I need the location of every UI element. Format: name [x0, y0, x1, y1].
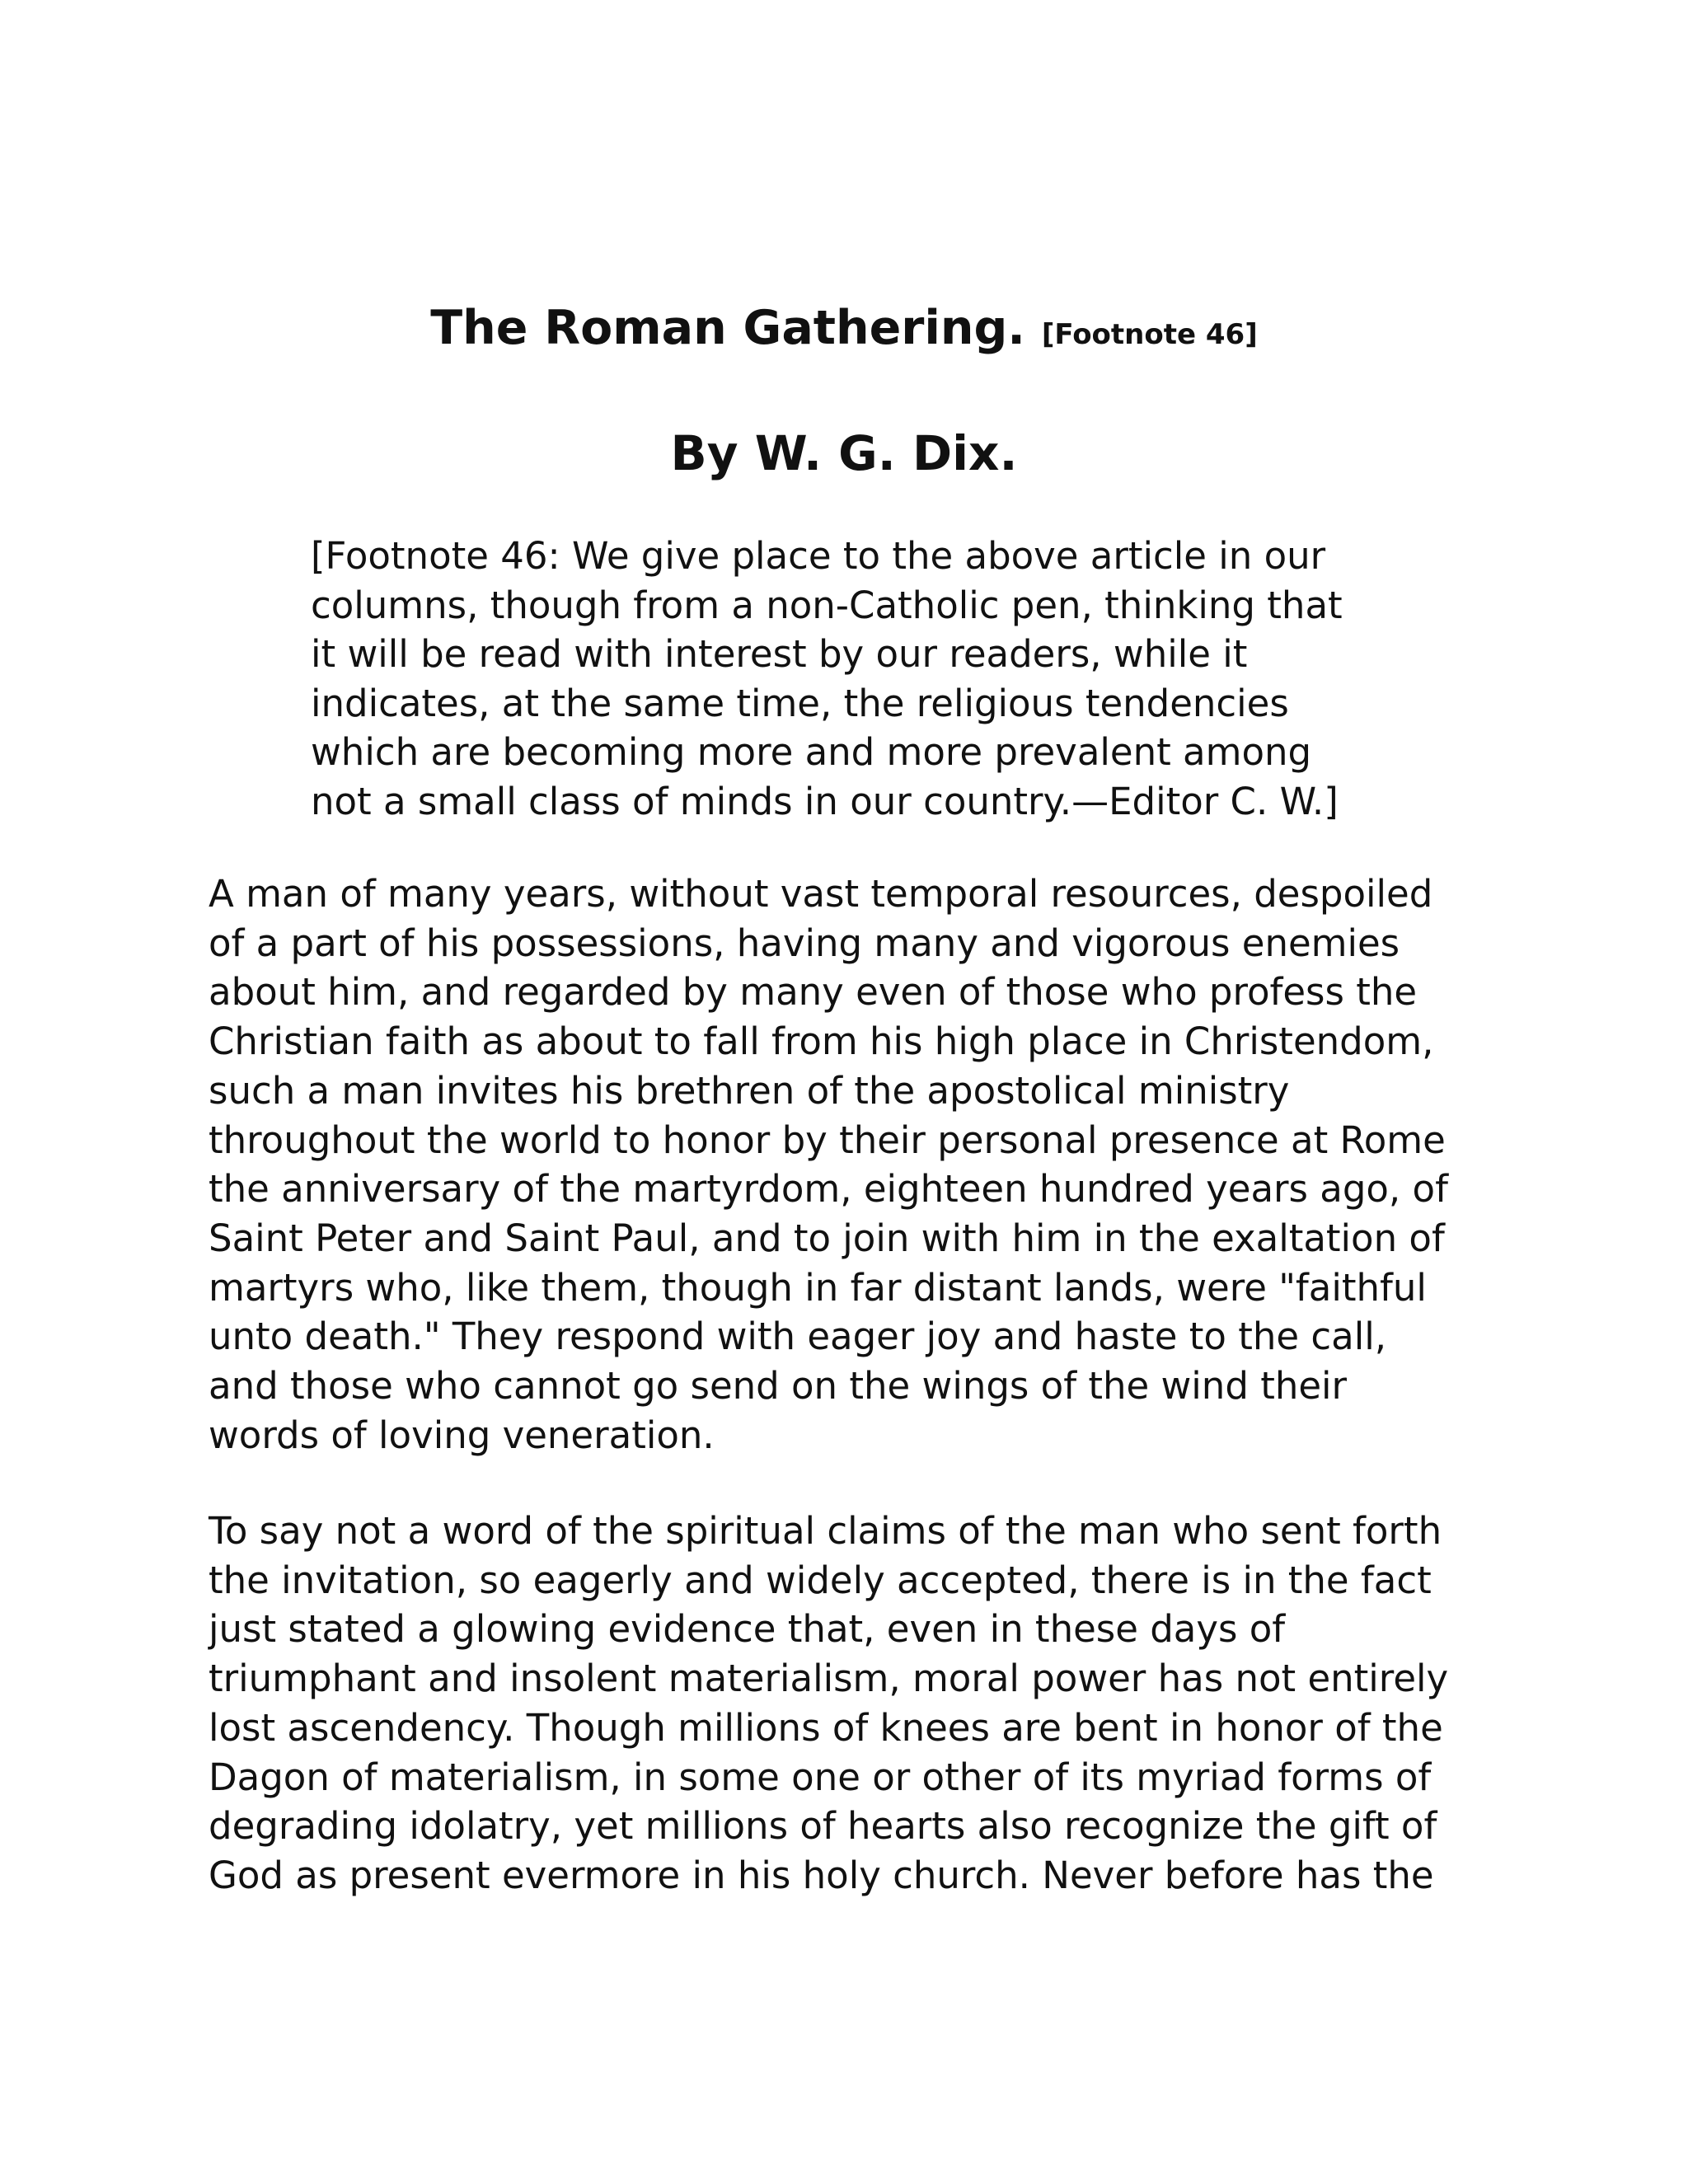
paragraph-line: Christian faith as about to fall from his high place in Christendom, — [209, 1019, 1434, 1064]
footnote-line: not a small class of minds in our country.—Editor C. W.] — [311, 779, 1339, 823]
footnote-line: indicates, at the same time, the religious tendencies — [311, 681, 1289, 725]
paragraph-line: of a part of his possessions, having many and vigorous enemies — [209, 921, 1400, 965]
footnote-line: which are becoming more and more prevalent among — [311, 730, 1312, 774]
paragraph-line: words of loving veneration. — [209, 1413, 715, 1457]
paragraph-line: lost ascendency. Though millions of knees are bent in honor of the — [209, 1705, 1443, 1750]
footnote-line: it will be read with interest by our readers, while it — [311, 632, 1248, 676]
footnote-block — [311, 532, 1407, 826]
title-text: The Roman Gathering. — [430, 301, 1025, 355]
paragraph-line: martyrs who, like them, though in far distant lands, were "faithful — [209, 1265, 1427, 1310]
paragraph-line: degrading idolatry, yet millions of hearts also recognize the gift of — [209, 1804, 1437, 1849]
paragraph-line: and those who cannot go send on the wings of the wind their — [209, 1364, 1348, 1408]
paragraph-line: God as present evermore in his holy church. Never before has the — [209, 1853, 1434, 1897]
footnote-line: columns, though from a non-Catholic pen, thinking that — [311, 583, 1343, 627]
paragraph-line: the invitation, so eagerly and widely accepted, there is in the fact — [209, 1558, 1432, 1602]
paragraph-line: throughout the world to honor by their personal presence at Rome — [209, 1118, 1446, 1162]
paragraph-line: unto death." They respond with eager joy and haste to the call, — [209, 1315, 1387, 1359]
body-paragraph-1 — [209, 869, 1494, 1460]
author-byline: By W. G. Dix. — [670, 425, 1018, 481]
paragraph-line: triumphant and insolent materialism, moral power has not entirely — [209, 1657, 1449, 1701]
paragraph-line: To say not a word of the spiritual claims of the man who sent forth — [209, 1509, 1442, 1553]
paragraph-line: such a man invites his brethren of the apostolical ministry — [209, 1068, 1290, 1113]
paragraph-line: Saint Peter and Saint Paul, and to join with him in the exaltation of — [209, 1216, 1445, 1260]
paragraph-line: the anniversary of the martyrdom, eighteen hundred years ago, of — [209, 1167, 1448, 1212]
paragraph-line: about him, and regarded by many even of those who profess the — [209, 970, 1418, 1015]
paragraph-line: A man of many years, without vast temporal resources, despoiled — [209, 872, 1433, 916]
footnote-reference: [Footnote 46] — [1041, 318, 1258, 351]
body-paragraph-2 — [209, 1507, 1494, 1900]
page-title — [0, 295, 1688, 368]
paragraph-line: just stated a glowing evidence that, even in these days of — [209, 1607, 1286, 1652]
paragraph-line: Dagon of materialism, in some one or other of its myriad forms of — [209, 1755, 1432, 1799]
footnote-line: [Footnote 46: We give place to the above article in our — [311, 534, 1326, 578]
